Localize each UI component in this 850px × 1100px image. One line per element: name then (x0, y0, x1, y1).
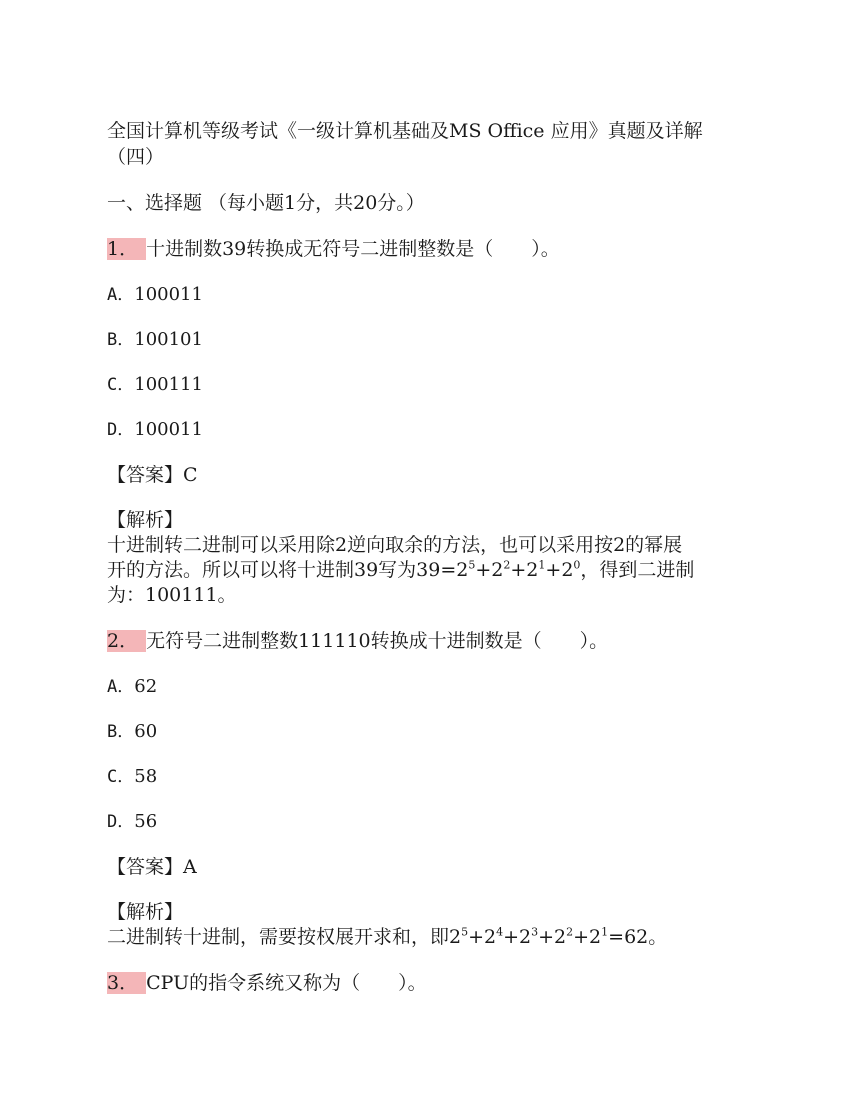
question-3-text: CPU的指令系统又称为（ ）。 (146, 972, 427, 994)
analysis-text: ，得到二进制 (580, 559, 695, 581)
question-2-number: 2． (107, 630, 146, 652)
option-text: 56 (134, 811, 158, 832)
option-letter: B． (107, 722, 135, 742)
option-text: 62 (134, 676, 158, 697)
question-2-analysis-label: 【解析】 (107, 901, 184, 923)
option-letter: D． (107, 420, 135, 440)
question-3-stem (107, 970, 747, 996)
analysis-line: 十进制转二进制可以采用除2逆向取余的方法，也可以采用按2的幂展 (107, 534, 683, 556)
question-2-option-d (107, 809, 747, 835)
document-page (107, 118, 747, 1016)
question-2-option-b (107, 719, 747, 745)
question-3-number: 3． (107, 972, 146, 994)
question-1-answer: 【答案】C (107, 464, 198, 486)
option-letter: B． (107, 330, 135, 350)
question-1-stem (107, 236, 747, 262)
question-2-answer: 【答案】A (107, 856, 197, 878)
exponent: 5 (468, 558, 476, 572)
option-text: 58 (134, 766, 158, 787)
question-1-text: 十进制数39转换成无符号二进制整数是（ ）。 (146, 238, 560, 260)
document-title: 全国计算机等级考试《一级计算机基础及MS Office 应用》真题及详解（四） (107, 120, 703, 168)
question-1-number: 1． (107, 238, 146, 260)
exponent: 0 (573, 558, 581, 572)
question-2-analysis: 二进制转十进制，需要按权展开求和，即$2^5+2^4+2^3+2^2+2^1=62$。 (107, 925, 668, 948)
option-letter: A． (107, 285, 135, 305)
exponent: 1 (601, 925, 609, 939)
question-2-option-a (107, 674, 747, 700)
exponent: 3 (531, 925, 539, 939)
question-1-analysis-label: 【解析】 (107, 509, 184, 531)
option-text: 60 (134, 721, 158, 742)
exponent: 2 (503, 558, 511, 572)
analysis-text: 开的方法。所以可以将十进制39写为39=2 (107, 559, 469, 581)
option-text: 100101 (134, 329, 203, 350)
question-1-option-d (107, 417, 747, 443)
question-1-analysis: 十进制转二进制可以采用除2逆向取余的方法，也可以采用按2的幂展 开的方法。所以可以将十进制39写为$39=2^5+2^2+2^1+2^0$，得到二进制 为：100111。 (107, 534, 695, 606)
question-2-text: 无符号二进制整数111110转换成十进制数是（ ）。 (146, 630, 609, 652)
exponent: 2 (566, 925, 574, 939)
question-1-option-b (107, 327, 747, 353)
analysis-text: 二进制转十进制，需要按权展开求和，即2 (107, 926, 462, 948)
question-2-option-c (107, 764, 747, 790)
option-letter: D． (107, 812, 135, 832)
analysis-line: 为：100111。 (107, 584, 237, 606)
section-heading: 一、选择题 （每小题1分，共20分。） (107, 192, 425, 214)
option-letter: C． (107, 375, 135, 395)
analysis-text: =62。 (608, 926, 668, 948)
question-1-option-a (107, 282, 747, 308)
option-text: 100111 (134, 374, 203, 395)
question-2-stem (107, 628, 747, 654)
exponent: 1 (538, 558, 546, 572)
option-text: 100011 (134, 284, 203, 305)
option-text: 100011 (134, 419, 203, 440)
option-letter: A． (107, 677, 135, 697)
exponent: 4 (496, 925, 504, 939)
option-letter: C． (107, 767, 135, 787)
question-1-option-c (107, 372, 747, 398)
exponent: 5 (461, 925, 469, 939)
